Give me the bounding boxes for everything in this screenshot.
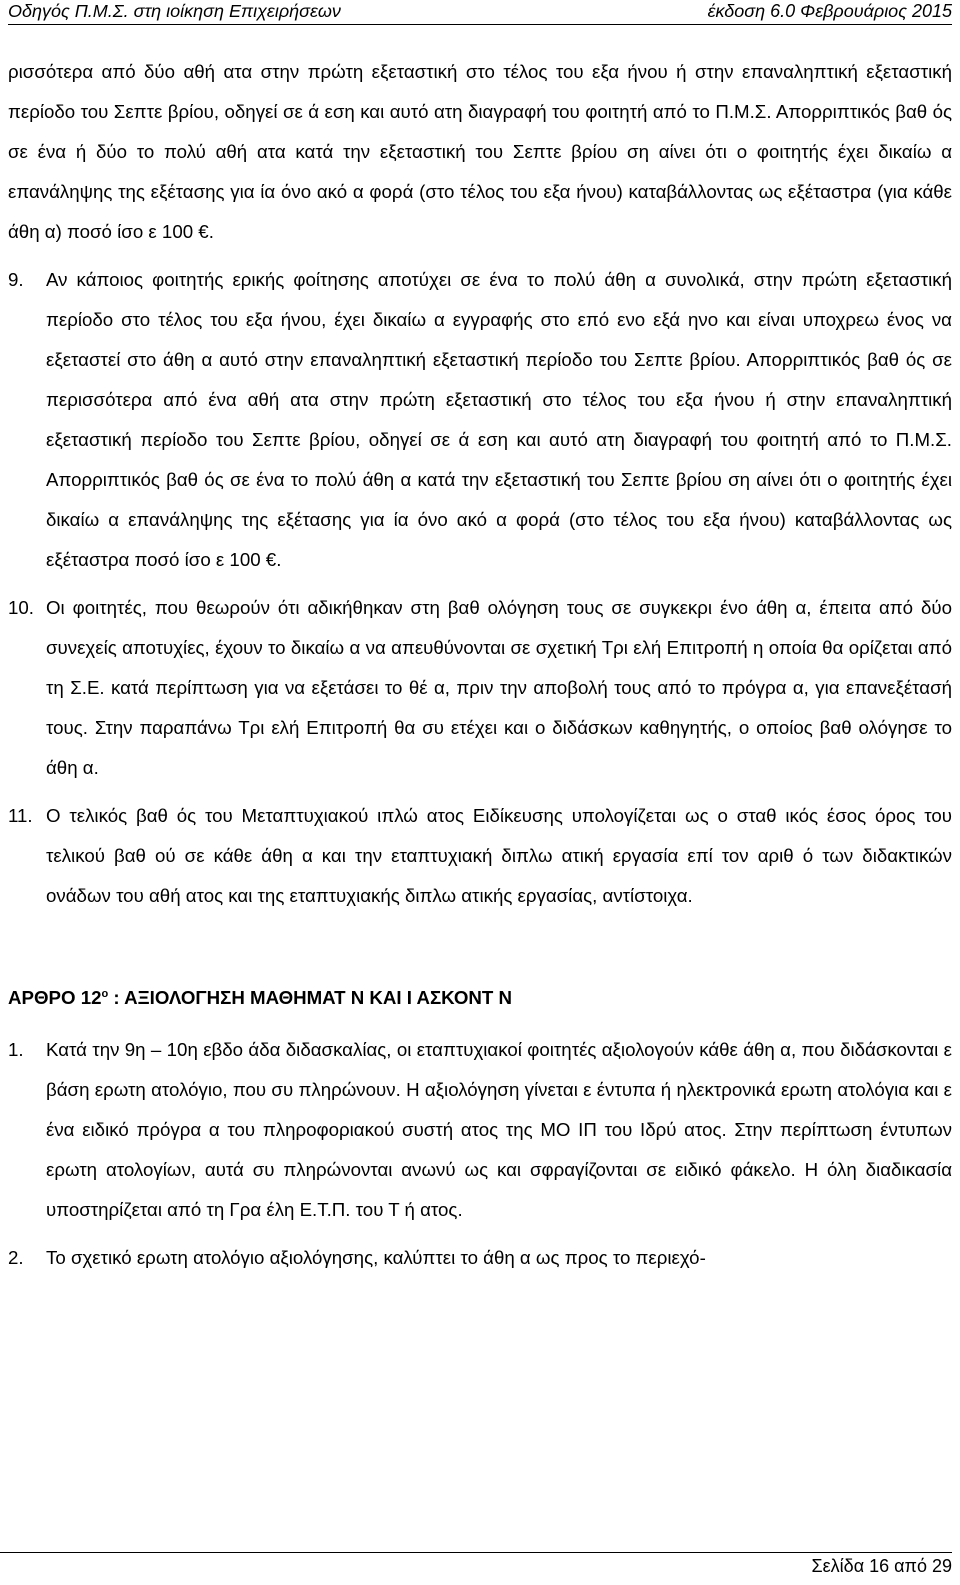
page-header: [8, 0, 952, 25]
page-number: Σελίδα 16 από 29: [811, 1556, 952, 1576]
intro-paragraph: ρισσότερα από δύο αθή ατα στην πρώτη εξεταστική στο τέλος του εξα ήνου ή στην επαναληπτική εξεταστική περίοδο του Σεπτε βρίου, οδηγεί σε ά εση και αυτό ατη διαγραφή του φοιτητή από το Π.Μ.Σ. Απορριπτικός βαθ ός σε ένα ή δύο το πολύ αθή ατα κατά την εξεταστική του Σεπτε βρίου ση αίνει ότι ο φοιτητής έχει δικαίω α επανάληψης της εξέτασης για ία όνο ακό α φορά (στο τέλος του εξα ήνου) καταβάλλοντας ως εξέταστρα (για κάθε άθη α) ποσό ίσο ε 100 €.: [8, 61, 952, 242]
item-number: 10.: [8, 597, 34, 618]
list-item: [8, 1030, 952, 1230]
item-text: Οι φοιτητές, που θεωρούν ότι αδικήθηκαν στη βαθ ολόγηση τους σε συγκεκρι ένο άθη α, έπειτα από δύο συνεχείς αποτυχίες, έχουν το δικαίω α να απευθύνονται σε σχετική Τρι ελή Επιτροπή η οποία θα ορίζεται από τη Σ.Ε. κατά περίπτωση για να εξετάσει το θέ α, πριν την αποβολή τους από το πρόγρα α, για επανεξέτασή τους. Στην παραπάνω Τρι ελή Επιτροπή θα συ ετέχει και ο διδάσκων καθηγητής, ο οποίος βαθ ολόγησε το άθη α.: [46, 597, 952, 778]
item-number: 11.: [8, 805, 33, 826]
list-item: [8, 260, 952, 580]
item-text: Αν κάποιος φοιτητής ερικής φοίτησης αποτύχει σε ένα το πολύ άθη α συνολικά, στην πρώτη εξεταστική περίοδο στο τέλος του εξα ήνου, έχει δικαίω α εγγραφής στο επό ενο εξά ηνο και είναι υποχρεω ένος να εξεταστεί στο άθη α αυτό στην επαναληπτική εξεταστική περίοδο του Σεπτε βρίου. Απορριπτικός βαθ ός σε περισσότερα από ένα αθή ατα στην πρώτη εξεταστική στο τέλος του εξα ήνου ή στην επαναληπτική εξεταστική περίοδο του Σεπτε βρίου, οδηγεί σε ά εση και αυτό ατη διαγραφή του φοιτητή από το Π.Μ.Σ. Απορριπτικός βαθ ός σε ένα το πολύ άθη α κατά την εξεταστική του Σεπτε βρίου ση αίνει ότι ο φοιτητής έχει δικαίω α επανάληψης της εξέτασης για ία όνο ακό α φορά (στο τέλος του εξα ήνου) καταβάλλοντας ως εξέταστρα ποσό ίσο ε 100 €.: [46, 269, 952, 570]
item-text: Το σχετικό ερωτη ατολόγιο αξιολόγησης, καλύπτει το άθη α ως προς το περιεχό-: [46, 1247, 706, 1269]
header-title: Οδηγός Π.Μ.Σ. στη ιοίκηση Επιχειρήσεων: [8, 1, 341, 21]
article-heading-prefix: ΑΡΘΡΟ 12: [8, 987, 102, 1009]
header-edition: έκδοση 6.0 Φεβρουάριος 2015: [707, 1, 952, 21]
page-footer: [0, 1552, 952, 1581]
article-heading-title: : ΑΞΙΟΛΟΓΗΣΗ ΜΑΘΗΜΑΤ Ν ΚΑΙ Ι ΑΣΚΟΝΤ Ν: [108, 987, 512, 1009]
item-number: 9.: [8, 269, 24, 290]
item-text: Ο τελικός βαθ ός του Μεταπτυχιακού ιπλώ ατος Ειδίκευσης υπολογίζεται ως ο σταθ ικός έσος όρος του τελικού βαθ ού σε κάθε άθη α και την εταπτυχιακή διπλω ατική εργασία επί τον αριθ ό των διδακτικών ονάδων του αθή ατος και της εταπτυχιακής διπλω ατικής εργασίας, αντίστοιχα.: [46, 805, 952, 906]
list-item: [8, 796, 952, 916]
item-text: Κατά την 9η – 10η εβδο άδα διδασκαλίας, οι εταπτυχιακοί φοιτητές αξιολογούν κάθε άθη α, που διδάσκονται ε βάση ερωτη ατολόγιο, που συ πληρώνουν. Η αξιολόγηση γίνεται ε έντυπα ή ηλεκτρονικά ερωτη ατολόγια και ε ένα ειδικό πρόγρα α του πληροφοριακού συστή ατος της ΜΟ ΙΠ του Ιδρύ ατος. Στην περίπτωση έντυπων ερωτη ατολογίων, αυτά συ πληρώνονται ανωνύ ως και σφραγίζονται σε ειδικό φάκελο. Η όλη διαδικασία υποστηρίζεται από τη Γρα έλη Ε.Τ.Π. του Τ ή ατος.: [46, 1039, 952, 1221]
document-body: [8, 52, 952, 1278]
item-number: 2.: [8, 1247, 24, 1269]
item-number: 1.: [8, 1039, 24, 1061]
article-heading-superscript: ο: [101, 988, 109, 1000]
list-item: [8, 588, 952, 788]
list-item: [8, 1238, 952, 1278]
article-heading: [8, 974, 952, 1018]
